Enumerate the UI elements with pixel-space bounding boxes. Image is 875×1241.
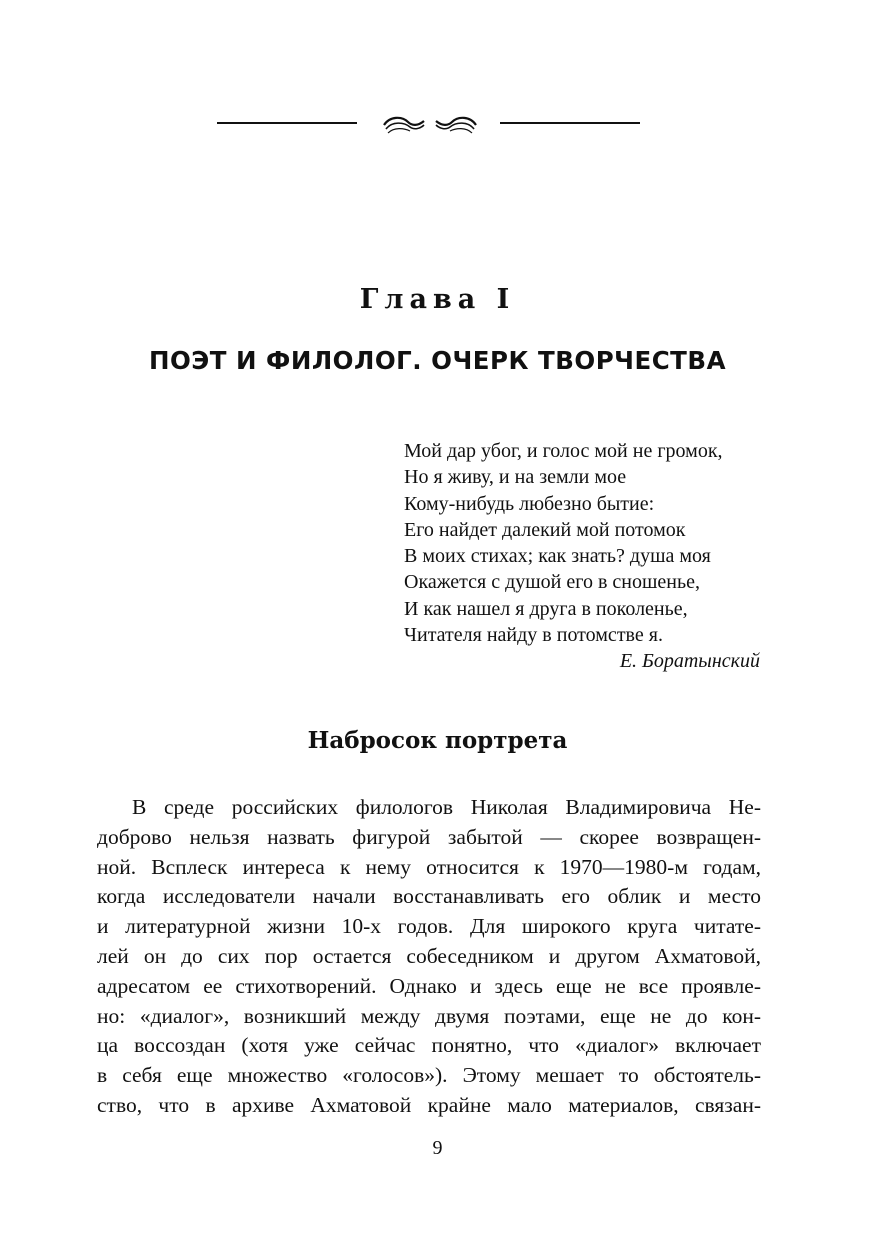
page-number: 9 <box>432 1137 443 1159</box>
epigraph-line: Но я живу, и на земли мое <box>404 466 627 489</box>
epigraph-line: В моих стихах; как знать? душа моя <box>404 545 711 568</box>
body-line: доброво нельзя назвать фигурой забытой — скорее возвращен- <box>97 824 761 849</box>
body-line: ство, что в архиве Ахматовой крайне мало материалов, связан- <box>97 1092 761 1117</box>
chapter-label: Глава I <box>359 284 516 315</box>
epigraph-line: Читателя найду в потомстве я. <box>404 624 663 647</box>
body-line: ной. Всплеск интереса к нему относится к 1970—1980-м годам, <box>97 854 761 879</box>
body-line: но: «диалог», возникший между двумя поэтами, еще не до кон- <box>97 1003 761 1028</box>
epigraph <box>404 438 764 675</box>
section-title: Набросок портрета <box>307 727 568 754</box>
body-line: адресатом ее стихотворений. Однако и здесь еще не все проявле- <box>97 973 761 998</box>
body-line: ца воссоздан (хотя уже сейчас понятно, что «диалог» включает <box>97 1033 761 1058</box>
chapter-title: ПОЭТ И ФИЛОЛОГ. ОЧЕРК ТВОРЧЕСТВА <box>148 346 727 375</box>
epigraph-line: И как нашел я друга в поколенье, <box>404 597 688 620</box>
body-line: В среде российских филологов Николая Владимировича Не- <box>132 795 761 819</box>
epigraph-line: Мой дар убог, и голос мой не громок, <box>404 440 723 462</box>
flourish-icon <box>380 112 480 138</box>
epigraph-line: Кому-нибудь любезно бытие: <box>404 492 655 515</box>
ornament-rule-left <box>217 122 357 124</box>
body-line: в себя еще множество «голосов»). Этому мешает то обстоятель- <box>97 1063 761 1088</box>
body-line: когда исследователи начали восстанавливать его облик и место <box>97 884 761 909</box>
body-paragraph <box>97 793 761 1121</box>
body-line: лей он до сих пор остается собеседником и другом Ахматовой, <box>97 943 761 968</box>
epigraph-line: Его найдет далекий мой потомок <box>404 518 686 541</box>
body-line: и литературной жизни 10-х годов. Для широкого круга читате- <box>97 914 761 939</box>
epigraph-line: Окажется с душой его в сношенье, <box>404 571 700 594</box>
epigraph-author: Е. Боратынский <box>619 650 760 673</box>
ornament-rule-right <box>500 122 640 124</box>
header-ornament <box>0 110 875 140</box>
